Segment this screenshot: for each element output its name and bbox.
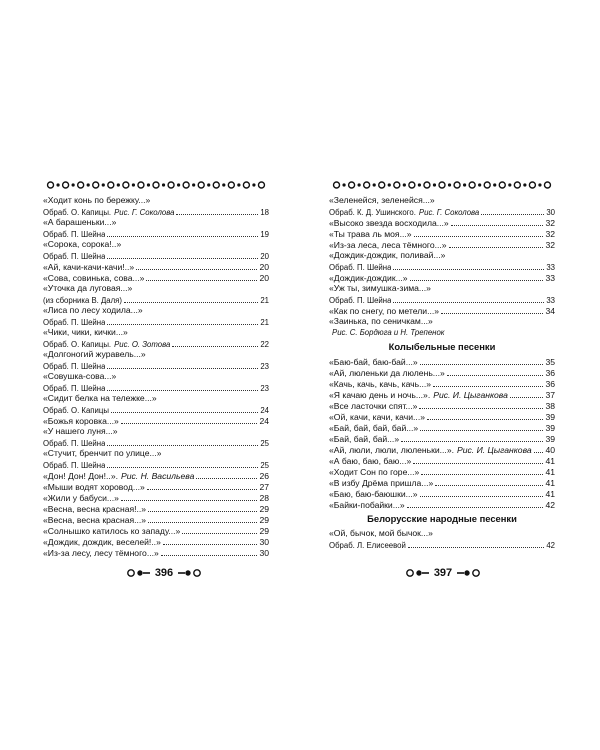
entry-title: «Дождик-дождик, поливай...»	[329, 250, 446, 260]
entry-credit: Обраб. О. Капицы	[43, 406, 109, 415]
ornament-dot-icon	[207, 183, 210, 186]
contents-entry	[329, 305, 555, 316]
contents-entry	[329, 466, 555, 477]
entry-title: «В избу Дрёма пришла...»	[329, 478, 434, 488]
entry-title: «Весна, весна красная...»	[43, 515, 147, 525]
entry-title: «Ходит Сон по горе...»	[329, 467, 420, 477]
contents-entry	[329, 488, 555, 499]
contents-entry	[43, 261, 269, 272]
ornament-dot-icon	[72, 183, 75, 186]
ornament-ring-icon	[364, 182, 370, 188]
entry-page-number: 29	[259, 526, 269, 536]
top-ornament-right	[329, 178, 555, 192]
entry-title: «Бай, бай, бай, бай...»	[329, 423, 419, 433]
entry-credit: Обраб. П. Шейна	[43, 461, 106, 470]
ornament-ring-icon	[198, 182, 204, 188]
ornament-dot-icon	[162, 183, 165, 186]
page-number-left	[124, 566, 204, 580]
contents-entry	[329, 356, 555, 367]
contents-note	[43, 404, 269, 415]
dot-leader	[481, 206, 544, 215]
ornament-ring-icon	[213, 182, 219, 188]
entry-title: «Ай, люленьки да люлень...»	[329, 368, 445, 378]
entry-title: «Чики, чики, кички...»	[43, 327, 128, 337]
contents-note	[43, 338, 269, 349]
entry-page-number: 35	[545, 357, 555, 367]
ornament-ring-icon	[514, 182, 520, 188]
contents-entry	[43, 305, 269, 316]
entry-title: «Как по снегу, по метели...»	[329, 306, 440, 316]
entry-page-number: 39	[545, 434, 555, 444]
entry-page-number: 41	[545, 456, 555, 466]
ornament-ring-icon	[544, 182, 550, 188]
dot-leader	[449, 239, 544, 248]
entry-page-number: 38	[545, 401, 555, 411]
entry-title: «Солнышко катилось ко западу...»	[43, 526, 181, 536]
dot-leader	[435, 477, 543, 486]
dot-leader	[441, 305, 543, 314]
entry-page-number: 18	[260, 208, 269, 217]
ornament-ring-icon	[123, 182, 129, 188]
entry-title: «Высоко звезда восходила...»	[329, 218, 449, 228]
entry-credit: Обраб. К. Д. Ушинского.	[329, 208, 416, 217]
entry-page-number: 20	[259, 262, 269, 272]
contents-note	[43, 250, 269, 261]
entry-illustrator: Рис. И. Цыганкова	[457, 445, 532, 455]
contents-entry	[43, 283, 269, 294]
ornament-dot-icon	[463, 183, 466, 186]
ornament-ring-icon	[334, 182, 340, 188]
contents-entry	[43, 217, 269, 228]
contents-entry	[43, 536, 269, 547]
entry-credit: Обраб. О. Капицы.	[43, 208, 112, 217]
ornament-ring-icon	[168, 182, 174, 188]
ornament-ring-icon	[183, 182, 189, 188]
contents-entry	[43, 349, 269, 360]
ornament-ring-icon	[379, 182, 385, 188]
ornament-dot-icon	[448, 183, 451, 186]
contents-note	[43, 459, 269, 470]
contents-note	[329, 539, 555, 550]
ornament-dot-icon	[493, 183, 496, 186]
ornament-ring-icon	[153, 182, 159, 188]
dot-leader	[510, 389, 544, 398]
ornament-ring-icon	[93, 182, 99, 188]
entry-credit: Обраб. О. Капицы.	[43, 340, 112, 349]
dot-leader	[124, 294, 258, 303]
entry-title: «Стучит, бренчит по улице...»	[43, 448, 162, 458]
entry-page-number: 30	[259, 537, 269, 547]
entry-illustrator: Рис. Г. Соколова	[418, 208, 480, 217]
entry-page-number: 40	[545, 445, 555, 455]
entry-title: «Ой, качи, качи, качи...»	[329, 412, 425, 422]
dot-leader	[421, 466, 543, 475]
dot-leader	[410, 272, 544, 281]
contents-note	[329, 294, 555, 305]
contents-entry	[329, 455, 555, 466]
entry-page-number: 34	[545, 306, 555, 316]
entry-title: «Байки-побайки...»	[329, 500, 405, 510]
entry-page-number: 39	[545, 412, 555, 422]
contents-entry	[43, 547, 269, 558]
entry-title: «Ай, люли, люли, люленьки...».	[329, 445, 454, 455]
entry-page-number: 21	[260, 318, 269, 327]
contents-entry	[329, 422, 555, 433]
entry-page-number: 25	[260, 461, 269, 470]
dot-leader	[401, 433, 543, 442]
ornament-dot-icon	[403, 183, 406, 186]
ornament-dot-icon	[147, 183, 150, 186]
dot-leader	[427, 411, 543, 420]
entry-title: «Заинька, по сеничкам...»	[329, 316, 433, 326]
ornament-ring-icon	[243, 182, 249, 188]
contents-entry	[43, 239, 269, 250]
ornament-ring-icon	[454, 182, 460, 188]
entry-title: «Уж ты, зимушка-зима...»	[329, 283, 431, 293]
entry-title: «Ой, бычок, мой бычок...»	[329, 528, 433, 538]
dot-leader	[147, 481, 258, 490]
contents-list-left	[43, 195, 269, 558]
entry-page-number: 36	[545, 368, 555, 378]
dot-leader	[447, 367, 544, 376]
entry-page-number: 26	[259, 471, 269, 481]
entry-page-number: 29	[259, 515, 269, 525]
entry-title: «Совушка-сова...»	[43, 371, 117, 381]
dot-leader	[107, 360, 258, 369]
ornament-dot-icon	[523, 183, 526, 186]
entry-credit: Обраб. П. Шейна	[43, 252, 106, 261]
contents-entry	[43, 327, 269, 338]
dot-leader	[146, 272, 257, 281]
entry-title: «Божья коровка...»	[43, 416, 119, 426]
dot-leader	[413, 455, 543, 464]
dot-leader	[408, 539, 544, 548]
entry-illustrator: Рис. Н. Васильева	[121, 471, 195, 481]
entry-credit: Обраб. П. Шейна	[43, 318, 106, 327]
ornament-dot-icon	[237, 183, 240, 186]
entry-credit: (из сборника В. Даля)	[43, 296, 122, 305]
contents-entry	[329, 367, 555, 378]
entry-credit: Обраб. Л. Елисеевой	[329, 541, 406, 550]
entry-credit: Обраб. П. Шейна	[43, 384, 106, 393]
dot-leader	[163, 536, 258, 545]
entry-title: «Зеленейся, зеленейся...»	[329, 195, 435, 205]
entry-title: «Баю, баю-баюшки...»	[329, 489, 418, 499]
ornament-dot-icon	[87, 183, 90, 186]
contents-note	[43, 206, 269, 217]
ornament-ring-icon	[48, 182, 54, 188]
ornament-dot-icon	[177, 183, 180, 186]
entry-page-number: 21	[260, 296, 269, 305]
contents-entry	[43, 514, 269, 525]
contents-entry	[43, 492, 269, 503]
ornament-dot-icon	[117, 183, 120, 186]
ornament-dot-icon	[56, 183, 59, 186]
entry-title: «А баю, баю, баю...»	[329, 456, 412, 466]
page-number-right	[403, 566, 483, 580]
dot-leader	[107, 316, 258, 325]
section-heading: Колыбельные песенки	[388, 341, 496, 352]
ornament-dot-icon	[342, 183, 345, 186]
entry-credit: Обраб. П. Шейна	[329, 263, 392, 272]
dot-leader	[107, 382, 258, 391]
entry-page-number: 19	[260, 230, 269, 239]
dot-leader	[451, 217, 544, 226]
entry-page-number: 42	[546, 541, 555, 550]
ornament-dot-icon	[358, 183, 361, 186]
ornament-dot-icon	[433, 183, 436, 186]
entry-page-number: 23	[260, 362, 269, 371]
entry-title: «Все ласточки спят...»	[329, 401, 418, 411]
page-number: 397	[433, 567, 453, 579]
contents-entry	[329, 378, 555, 389]
ornament-ring-icon	[469, 182, 475, 188]
entry-title: «Сорока, сорока!..»	[43, 239, 122, 249]
section-heading: Белорусские народные песенки	[367, 513, 517, 524]
entry-page-number: 20	[259, 273, 269, 283]
dot-leader	[196, 470, 257, 479]
entry-title: «Весна, весна красная!..»	[43, 504, 147, 514]
contents-note	[329, 327, 555, 338]
ornament-ring-icon	[409, 182, 415, 188]
top-ornament-left	[43, 178, 269, 192]
contents-note	[43, 360, 269, 371]
ornament-dot-icon	[252, 183, 255, 186]
entry-title: «Сидит белка на тележке...»	[43, 393, 157, 403]
entry-title: «Ты трава ль моя...»	[329, 229, 412, 239]
contents-entry	[43, 525, 269, 536]
dot-leader	[111, 404, 258, 413]
dot-leader	[534, 444, 544, 453]
contents-entry	[329, 433, 555, 444]
dot-leader	[420, 422, 543, 431]
contents-entry	[329, 499, 555, 510]
ornament-ring-icon	[424, 182, 430, 188]
dot-leader	[148, 503, 257, 512]
contents-entry	[43, 448, 269, 459]
entry-title: «У нашего луня...»	[43, 426, 118, 436]
dot-leader	[148, 514, 257, 523]
contents-entry	[329, 195, 555, 206]
entry-credit: Обраб. П. Шейна	[43, 439, 106, 448]
entry-title: «Из-за леса, леса тёмного...»	[329, 240, 447, 250]
entry-illustrator: Рис. С. Бордюга и Н. Трепенок	[332, 328, 445, 337]
contents-entry	[43, 195, 269, 206]
contents-entry	[329, 239, 555, 250]
entry-page-number: 36	[545, 379, 555, 389]
entry-page-number: 28	[259, 493, 269, 503]
ornament-ring-icon	[349, 182, 355, 188]
contents-entry	[43, 470, 269, 481]
contents-entry	[329, 400, 555, 411]
ornament-dot-icon	[418, 183, 421, 186]
entry-page-number: 27	[259, 482, 269, 492]
entry-title: «Дождик-дождик...»	[329, 273, 408, 283]
entry-page-number: 42	[545, 500, 555, 510]
contents-note	[329, 261, 555, 272]
entry-credit: Обраб. П. Шейна	[43, 230, 106, 239]
entry-title: «Ай, качи-качи-качи!..»	[43, 262, 135, 272]
entry-page-number: 37	[545, 390, 555, 400]
contents-entry	[329, 316, 555, 327]
ornament-ring-icon	[108, 182, 114, 188]
dot-leader	[176, 206, 258, 215]
entry-title: «Дождик, дождик, веселей!..»	[43, 537, 161, 547]
contents-entry	[43, 415, 269, 426]
contents-note	[43, 382, 269, 393]
dot-leader	[172, 338, 258, 347]
ornament-dot-icon	[192, 183, 195, 186]
contents-entry	[329, 283, 555, 294]
contents-note	[43, 316, 269, 327]
dot-leader	[121, 415, 258, 424]
entry-page-number: 32	[545, 218, 555, 228]
dot-leader	[161, 547, 258, 556]
dot-leader	[107, 459, 258, 468]
ornament-dot-icon	[222, 183, 225, 186]
entry-credit: Обраб. П. Шейна	[43, 362, 106, 371]
entry-credit: Обраб. П. Шейна	[329, 296, 392, 305]
entry-title: «Долгоногий журавель...»	[43, 349, 146, 359]
contents-entry	[43, 426, 269, 437]
contents-note	[329, 206, 555, 217]
contents-entry	[329, 217, 555, 228]
contents-entry	[329, 477, 555, 488]
entry-page-number: 32	[545, 240, 555, 250]
ornament-dot-icon	[538, 183, 541, 186]
entry-illustrator: Рис. Г. Соколова	[114, 208, 175, 217]
ornament-ring-icon	[499, 182, 505, 188]
entry-title: «Ходит конь по бережку...»	[43, 195, 151, 205]
dot-leader	[121, 492, 258, 501]
entry-title: «Из-за лесу, лесу тёмного...»	[43, 548, 159, 558]
entry-page-number: 22	[260, 340, 269, 349]
entry-page-number: 20	[260, 252, 269, 261]
dot-leader	[393, 261, 544, 270]
entry-illustrator: Рис. О. Зотова	[114, 340, 171, 349]
contents-list-right	[329, 195, 555, 550]
contents-entry	[329, 389, 555, 400]
entry-title: «Баю-бай, баю-бай...»	[329, 357, 418, 367]
contents-entry	[43, 272, 269, 283]
dot-leader	[414, 228, 544, 237]
entry-page-number: 39	[545, 423, 555, 433]
ornament-dot-icon	[478, 183, 481, 186]
dot-leader	[419, 400, 543, 409]
entry-title: «Лиса по лесу ходила...»	[43, 305, 143, 315]
entry-title: «А барашеньки...»	[43, 217, 117, 227]
entry-title: «Качь, качь, качь, качь...»	[329, 379, 432, 389]
ornament-dot-icon	[102, 183, 105, 186]
entry-page-number: 25	[260, 439, 269, 448]
entry-title: «Мыши водят хоровод...»	[43, 482, 145, 492]
ornament-dot-icon	[132, 183, 135, 186]
entry-page-number: 24	[259, 416, 269, 426]
dot-leader	[107, 437, 258, 446]
dot-leader	[420, 356, 544, 365]
ornament-ring-icon	[78, 182, 84, 188]
ornament-ring-icon	[484, 182, 490, 188]
entry-title: «Сова, совинька, сова...»	[43, 273, 145, 283]
contents-entry	[329, 250, 555, 261]
dot-leader	[182, 525, 257, 534]
contents-note	[43, 294, 269, 305]
entry-page-number: 32	[545, 229, 555, 239]
contents-entry	[329, 444, 555, 455]
ornament-ring-icon	[529, 182, 535, 188]
contents-note	[43, 437, 269, 448]
contents-entry	[329, 228, 555, 239]
dot-leader	[433, 378, 543, 387]
contents-entry	[43, 371, 269, 382]
ornament-dot-icon	[373, 183, 376, 186]
entry-title: «Бай, бай, бай...»	[329, 434, 400, 444]
ornament-ring-icon	[394, 182, 400, 188]
entry-title: «Уточка да луговая...»	[43, 283, 133, 293]
entry-page-number: 24	[260, 406, 269, 415]
entry-page-number: 23	[260, 384, 269, 393]
ornament-ring-icon	[63, 182, 69, 188]
entry-title: «Жили у бабуси...»	[43, 493, 119, 503]
dot-leader	[420, 488, 544, 497]
ornament-dot-icon	[388, 183, 391, 186]
ornament-ring-icon	[439, 182, 445, 188]
dot-leader	[407, 499, 544, 508]
entry-page-number: 30	[259, 548, 269, 558]
contents-entry	[43, 481, 269, 492]
dot-leader	[107, 228, 258, 237]
dot-leader	[393, 294, 544, 303]
entry-page-number: 30	[546, 208, 555, 217]
entry-page-number: 29	[259, 504, 269, 514]
contents-entry	[43, 503, 269, 514]
entry-page-number: 41	[545, 478, 555, 488]
dot-leader	[107, 250, 258, 259]
contents-note	[43, 228, 269, 239]
contents-entry	[329, 411, 555, 422]
dot-leader	[136, 261, 257, 270]
entry-page-number: 33	[546, 296, 555, 305]
entry-title: «Я качаю день и ночь...».	[329, 390, 431, 400]
page-number: 396	[154, 567, 174, 579]
ornament-ring-icon	[228, 182, 234, 188]
contents-entry	[43, 393, 269, 404]
entry-title: «Дон! Дон! Дон!..».	[43, 471, 118, 481]
entry-page-number: 41	[545, 489, 555, 499]
entry-page-number: 33	[545, 273, 555, 283]
ornament-ring-icon	[138, 182, 144, 188]
ornament-dot-icon	[508, 183, 511, 186]
entry-illustrator: Рис. И. Цыганкова	[433, 390, 508, 400]
contents-entry	[329, 528, 555, 539]
entry-page-number: 41	[545, 467, 555, 477]
entry-page-number: 33	[546, 263, 555, 272]
ornament-ring-icon	[258, 182, 264, 188]
contents-entry	[329, 272, 555, 283]
